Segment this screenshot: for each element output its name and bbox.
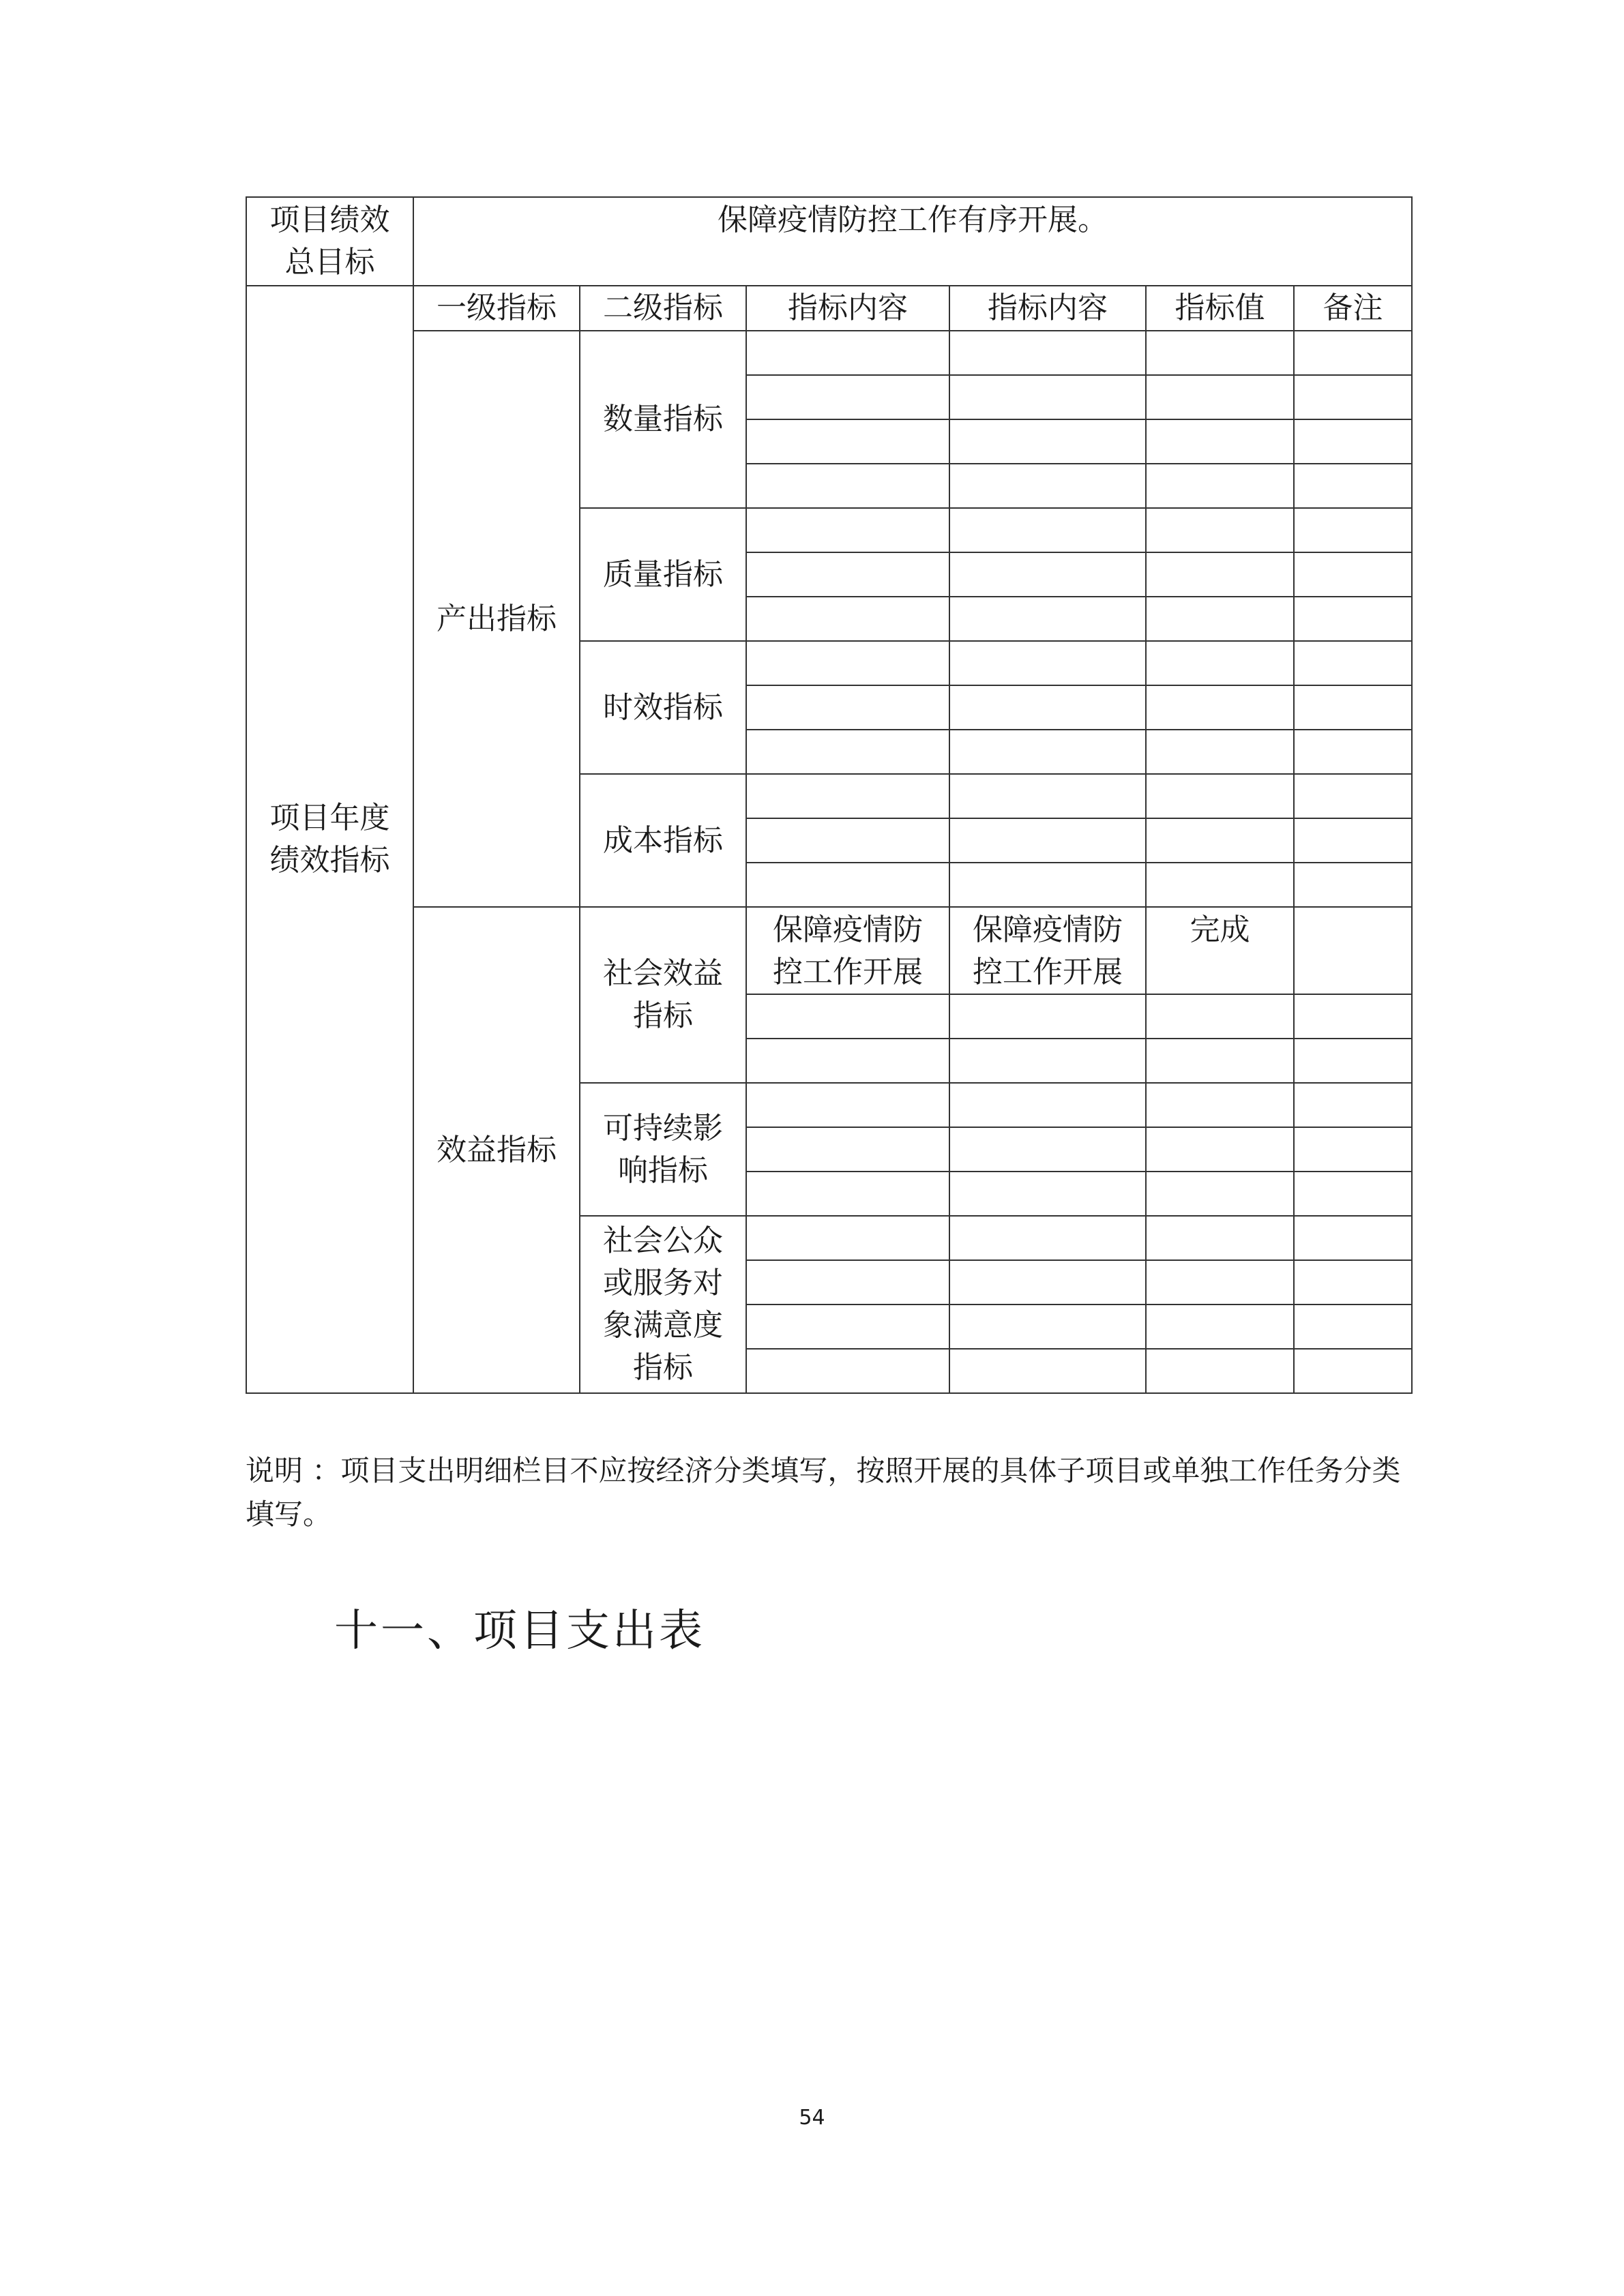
cell bbox=[949, 1216, 1146, 1260]
cell bbox=[746, 1349, 949, 1393]
cell bbox=[746, 818, 949, 863]
level2-timeliness: 时效指标 bbox=[580, 641, 746, 774]
cell bbox=[949, 1260, 1146, 1304]
cell bbox=[1146, 419, 1294, 464]
cell bbox=[949, 597, 1146, 641]
cell bbox=[746, 552, 949, 597]
header-remark: 备注 bbox=[1294, 286, 1412, 331]
cell bbox=[1146, 1083, 1294, 1127]
cell bbox=[1294, 1083, 1412, 1127]
cell bbox=[1294, 1304, 1412, 1349]
header-level2: 二级指标 bbox=[580, 286, 746, 331]
cell bbox=[949, 552, 1146, 597]
cell bbox=[949, 863, 1146, 907]
table-row bbox=[246, 907, 1412, 994]
table-row bbox=[246, 331, 1412, 375]
header-content-2: 指标内容 bbox=[949, 286, 1146, 331]
performance-table bbox=[246, 196, 1413, 1394]
social-value: 完成 bbox=[1146, 907, 1294, 994]
cell bbox=[949, 331, 1146, 375]
level1-output: 产出指标 bbox=[413, 331, 580, 907]
level2-quality: 质量指标 bbox=[580, 508, 746, 641]
cell bbox=[1146, 375, 1294, 419]
cell bbox=[1294, 552, 1412, 597]
cell bbox=[1146, 331, 1294, 375]
cell bbox=[746, 1039, 949, 1083]
cell bbox=[1294, 419, 1412, 464]
cell bbox=[949, 1039, 1146, 1083]
cell bbox=[949, 641, 1146, 685]
cell bbox=[746, 685, 949, 730]
level2-social: 社会效益指标 bbox=[580, 907, 746, 1083]
cell bbox=[949, 685, 1146, 730]
cell bbox=[1146, 863, 1294, 907]
cell bbox=[949, 464, 1146, 508]
cell bbox=[1146, 730, 1294, 774]
cell bbox=[1294, 774, 1412, 818]
level1-benefit: 效益指标 bbox=[413, 907, 580, 1393]
cell bbox=[1294, 375, 1412, 419]
cell bbox=[746, 1083, 949, 1127]
cell bbox=[746, 464, 949, 508]
cell bbox=[1146, 1349, 1294, 1393]
cell bbox=[1294, 863, 1412, 907]
level2-satisfaction: 社会公众或服务对象满意度指标 bbox=[580, 1216, 746, 1393]
cell bbox=[1146, 994, 1294, 1039]
social-remark bbox=[1294, 907, 1412, 994]
cell bbox=[746, 774, 949, 818]
level2-sustainable: 可持续影响指标 bbox=[580, 1083, 746, 1216]
cell bbox=[1146, 1216, 1294, 1260]
cell bbox=[949, 1349, 1146, 1393]
cell bbox=[1294, 1039, 1412, 1083]
cell bbox=[746, 863, 949, 907]
cell bbox=[949, 1172, 1146, 1216]
cell bbox=[1146, 597, 1294, 641]
cell bbox=[949, 1304, 1146, 1349]
cell bbox=[949, 818, 1146, 863]
header-content: 指标内容 bbox=[746, 286, 949, 331]
cell bbox=[746, 641, 949, 685]
cell bbox=[949, 419, 1146, 464]
cell bbox=[1146, 464, 1294, 508]
cell bbox=[1294, 641, 1412, 685]
cell bbox=[746, 331, 949, 375]
cell bbox=[1146, 1172, 1294, 1216]
level2-cost: 成本指标 bbox=[580, 774, 746, 907]
cell bbox=[1146, 1304, 1294, 1349]
cell bbox=[746, 730, 949, 774]
header-level1: 一级指标 bbox=[413, 286, 580, 331]
section-title: 十一、项目支出表 bbox=[334, 1606, 705, 1656]
cell bbox=[1146, 818, 1294, 863]
cell bbox=[746, 1216, 949, 1260]
cell bbox=[746, 1304, 949, 1349]
cell bbox=[949, 1127, 1146, 1172]
cell bbox=[949, 994, 1146, 1039]
cell bbox=[1146, 1127, 1294, 1172]
cell bbox=[949, 508, 1146, 552]
cell bbox=[949, 375, 1146, 419]
annual-label: 项目年度绩效指标 bbox=[246, 286, 413, 1393]
cell bbox=[746, 419, 949, 464]
cell bbox=[1294, 1349, 1412, 1393]
cell bbox=[1294, 464, 1412, 508]
cell bbox=[1146, 685, 1294, 730]
cell bbox=[746, 508, 949, 552]
cell bbox=[1146, 774, 1294, 818]
cell bbox=[1294, 1172, 1412, 1216]
social-content-1: 保障疫情防控工作开展 bbox=[746, 907, 949, 994]
cell bbox=[1294, 508, 1412, 552]
cell bbox=[746, 1172, 949, 1216]
goal-label: 项目绩效总目标 bbox=[246, 197, 413, 286]
level2-quantity: 数量指标 bbox=[580, 331, 746, 508]
goal-text: 保障疫情防控工作有序开展。 bbox=[413, 197, 1412, 286]
cell bbox=[1146, 552, 1294, 597]
cell bbox=[1146, 508, 1294, 552]
header-value: 指标值 bbox=[1146, 286, 1294, 331]
cell bbox=[949, 774, 1146, 818]
cell bbox=[1294, 1127, 1412, 1172]
cell bbox=[746, 994, 949, 1039]
cell bbox=[1294, 331, 1412, 375]
cell bbox=[949, 730, 1146, 774]
cell bbox=[1146, 1039, 1294, 1083]
cell bbox=[746, 1260, 949, 1304]
cell bbox=[1294, 994, 1412, 1039]
social-content-2: 保障疫情防控工作开展 bbox=[949, 907, 1146, 994]
cell bbox=[746, 1127, 949, 1172]
cell bbox=[1294, 597, 1412, 641]
cell bbox=[949, 1083, 1146, 1127]
cell bbox=[1294, 1216, 1412, 1260]
cell bbox=[1146, 1260, 1294, 1304]
page-number: 54 bbox=[799, 2106, 825, 2130]
cell bbox=[746, 597, 949, 641]
note-text: 说明 ：项目支出明细栏目不应按经济分类填写，按照开展的具体子项目或单独工作任务分类填写。 bbox=[246, 1454, 1401, 1531]
cell bbox=[1294, 685, 1412, 730]
cell bbox=[1294, 730, 1412, 774]
cell bbox=[746, 375, 949, 419]
cell bbox=[1294, 818, 1412, 863]
cell bbox=[1294, 1260, 1412, 1304]
cell bbox=[1146, 641, 1294, 685]
